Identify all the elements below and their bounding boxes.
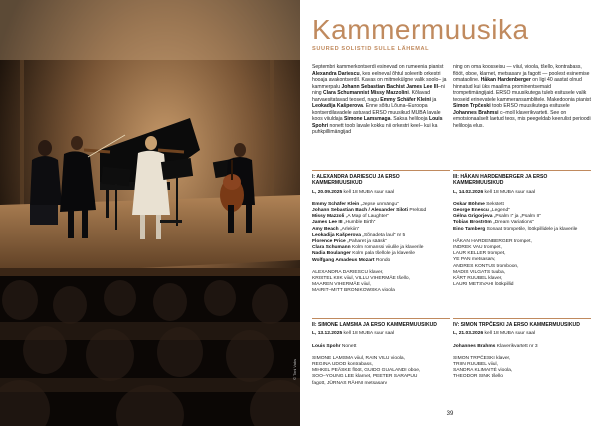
work-title: Klaverikvartett nr 3 xyxy=(495,343,538,349)
composer: Johannes Brahms xyxy=(453,343,496,349)
divider xyxy=(312,170,450,171)
performer-line: SIMONE LAMSMA viiul, RAIN VILU vioola, xyxy=(312,355,405,361)
composer: Oskar Böhme xyxy=(453,201,485,207)
performer-list xyxy=(312,270,450,295)
performer-line: HÅKAN HARDENBERGER trompet, xyxy=(453,238,532,244)
work-title: Sekstett xyxy=(484,201,504,207)
intro-highlight: Simon Trpčeski xyxy=(453,103,491,109)
work-title: „A Map of Laughter“ xyxy=(344,214,389,220)
work-title: „Psalm I“ ja „Psalm II“ xyxy=(492,214,541,220)
work-title: Kolm romanssi viiulile ja klaverile xyxy=(350,245,424,251)
composer: Gėlna Grigorjeva xyxy=(453,214,493,220)
program-list xyxy=(312,202,450,264)
work-title: „Arlekiin“ xyxy=(338,226,360,232)
performer-line: SIMON TRPČESKI klaver, xyxy=(453,355,511,361)
program-item xyxy=(453,344,591,350)
date-bold: L, 14.02.2026 xyxy=(453,189,484,195)
performer-line: SOO–YOUNG LEE klarnet, PEETER SARAPUU xyxy=(312,374,418,380)
date-rest: kell 18 MUBA suur saal xyxy=(342,331,395,337)
performer-line: MAAREN VIHERMÄE viiul, xyxy=(312,282,371,288)
composer: Missy Mazzoli xyxy=(312,214,345,220)
performer-line: MIHKEL PEÄSKE flööt, GUIDO GUALANDI oboe, xyxy=(312,368,421,374)
page-number: 39 xyxy=(446,411,454,417)
intro-left xyxy=(312,64,450,136)
text-page xyxy=(300,0,600,426)
performer-line: TRIIN RUUBEL viiul, xyxy=(453,361,498,367)
composer: Nadia Boulanger xyxy=(312,251,351,257)
concert-2 xyxy=(312,318,450,395)
concert-heading: I: ALEXANDRA DARIESCU JA ERSO KAMMERMUUSIKUD xyxy=(312,174,400,187)
composer: Johann Sebastian Bach / Alexander Siloti xyxy=(312,208,409,213)
page-subtitle: SUURED SOLISTID SULLE LÄHEMAL xyxy=(312,46,430,52)
concert-3 xyxy=(453,170,591,296)
intro-text: c–moll klaverikvarteti. See on emotsionaalselt laetud teos, mis peegeldab keerulist perioodi helilooja elus. xyxy=(453,109,591,129)
concert-date xyxy=(453,190,591,196)
composer: Wolfgang Amadeus Mozart xyxy=(312,257,375,263)
composer: Amy Beach xyxy=(312,226,339,232)
performer-line: LAUR KELLER trompet, xyxy=(453,251,506,257)
intro-text: , kes eelneval õhtul soleerib orkestri hooaja avakontserdil. Kavas on mitmekülgne valik soolo– ja kammerpalu xyxy=(312,70,447,90)
performer-line: MAIRIT–MITT BRONIKOWSKA vioola xyxy=(312,288,395,294)
program-list xyxy=(312,344,450,350)
concert-4 xyxy=(453,318,591,389)
photo-credit: © Toni Vaks xyxy=(292,358,297,380)
program-item xyxy=(312,344,450,350)
concert-date xyxy=(312,331,450,337)
concert-date xyxy=(453,331,591,337)
intro-text: ning on oma koosseisu — viiul, vioola, tšello, kontrabass, flööt, oboe, klarnet, metsasarv ja fagott — poolest esinemise omataoline. xyxy=(453,64,590,83)
intro-highlight: Emmy Schäfer Kleini xyxy=(380,96,431,103)
composer: Emmy Schäfer Klein xyxy=(312,201,360,207)
intro-text: Septembri kammerkontserdi esinevad on rumeenia pianist xyxy=(312,64,444,70)
program-item xyxy=(453,227,591,233)
intro-text: . Kõlavad harvaesitatavad teosed, nagu xyxy=(312,90,431,103)
work-title: „Dream Variations“ xyxy=(491,220,534,226)
work-title: Kolm pala tšellole ja klaverile xyxy=(350,251,416,257)
composer: Eino Tamberg xyxy=(453,226,486,232)
work-title: Sonaat trompetile, löökpillidele ja klaverile xyxy=(485,226,578,232)
intro-text: –ni ning xyxy=(312,83,445,96)
concert-heading: IV: SIMON TRPČESKI JA ERSO KAMMERMUUSIKUD xyxy=(453,322,580,328)
performer-line: KÄRT RUUBEL klaver, xyxy=(453,276,503,282)
work-title: „Jepse unmängu“ xyxy=(359,201,399,207)
performer-list xyxy=(453,356,591,381)
date-rest: kell 18 MUBA suur saal xyxy=(483,189,536,195)
date-rest: kell 18 MUBA suur saal xyxy=(342,189,395,195)
composer: Tobias Broström xyxy=(453,220,492,226)
performer-line: THEODOR SINK tšello xyxy=(453,374,504,380)
performer-line: INDREK VAU trompet, xyxy=(453,245,502,251)
divider xyxy=(312,318,450,319)
intro-highlight: Alexandra Dariescu xyxy=(312,70,360,77)
intro-highlight: Leokadija Kašperova xyxy=(312,103,363,109)
intro-right xyxy=(453,64,591,129)
composer: Louis Spohr xyxy=(312,343,341,349)
concert-date xyxy=(312,190,450,196)
performer-list xyxy=(453,239,591,289)
intro-text: . Enne sõitu Lõuna–Euroopa kontserdilavadele astuvad ERSO muusikud MUBA lavale koos viiuldaja xyxy=(312,103,441,122)
composer: Florence Price xyxy=(312,239,346,245)
date-rest: kell 18 MUBA suur saal xyxy=(483,331,536,337)
performer-list xyxy=(312,356,450,387)
concert-heading: III: HÅKAN HARDENBERGER JA ERSO KAMMERMUUSIKUD xyxy=(453,174,548,187)
work-title: „Legend“ xyxy=(488,208,510,213)
program-item xyxy=(312,258,450,264)
performer-line: MADIS VILGATS tuuba, xyxy=(453,269,506,275)
work-title: „Humble Birth“ xyxy=(342,220,376,226)
composer: Leokadija Kašperova xyxy=(312,232,361,238)
concert-heading: II: SIMONE LAMSMA JA ERSO KAMMERMUUSIKUD xyxy=(312,322,437,328)
performer-line: ANDRES KONTUS tromboon, xyxy=(453,263,519,269)
intro-highlight: Håkan Hardenberger xyxy=(480,77,531,83)
work-title: Nonett xyxy=(340,343,357,349)
date-bold: L, 20.09.2025 xyxy=(312,189,343,195)
intro-highlight: Johann Sebastian Bachist James Lee III xyxy=(341,83,438,90)
composer: James Lee III xyxy=(312,220,343,226)
intro-text: ja xyxy=(430,96,437,103)
date-bold: L, 21.03.2026 xyxy=(453,331,484,337)
work-title: Rondo xyxy=(374,257,391,263)
intro-text: . Saksa helilooja xyxy=(390,116,429,122)
work-title: „Sõnadeta laul“ nr 5 xyxy=(360,232,406,238)
work-title: „Paharet ja sääsk“ xyxy=(345,239,387,245)
page-title: Kammermuusika xyxy=(312,14,529,45)
performer-line: KRISTEL KIIK viiul, VILLU VIHERMÄE tšello, xyxy=(312,276,410,282)
program-list xyxy=(453,344,591,350)
intro-highlight: Louis Spohri xyxy=(312,116,443,129)
intro-text: toob ERSO muusikutega esitusele xyxy=(490,103,570,109)
program-list xyxy=(453,202,591,233)
performer-line: SANDRA KLIMAITĖ vioola, xyxy=(453,368,513,374)
divider xyxy=(453,318,591,319)
performer-line: YE PAN metsasarv, xyxy=(453,257,496,263)
performer-line: LAURI METSVAHI löökpillid xyxy=(453,282,514,288)
work-title: Prelüüd xyxy=(408,208,427,213)
intro-highlight: Clara Schumannist Missy Mazzolini xyxy=(323,90,409,96)
date-bold: L, 13.12.2025 xyxy=(312,331,343,337)
divider xyxy=(453,170,591,171)
composer: Clara Schumann xyxy=(312,245,351,251)
intro-text: nonett toob lavale kokku nii orkestri keel– kui ka puhkpillimängijad xyxy=(312,122,438,135)
performer-line: fagott, JÜRNAS RÄHNI metsasarv xyxy=(312,380,388,386)
composer: George Enescu xyxy=(453,208,489,213)
performer-line: REGINA UDOD kontrabass, xyxy=(312,361,373,367)
performer-line: ALEXANDRA DARIESCU klaver, xyxy=(312,269,384,275)
intro-highlight: Simone Lamsmaga xyxy=(344,116,391,122)
intro-text: on ligi 40 aastat olnud hinnatud kui üks maailma prominentsemaid trompetimängijaid. ERSO muusikutega tuleb esitusele valik teoseid erinevatele kammeransamblitele. Makedoonia pianist xyxy=(453,77,591,103)
concert-1 xyxy=(312,170,450,303)
intro-highlight: Johannes Brahmsi xyxy=(453,109,499,116)
